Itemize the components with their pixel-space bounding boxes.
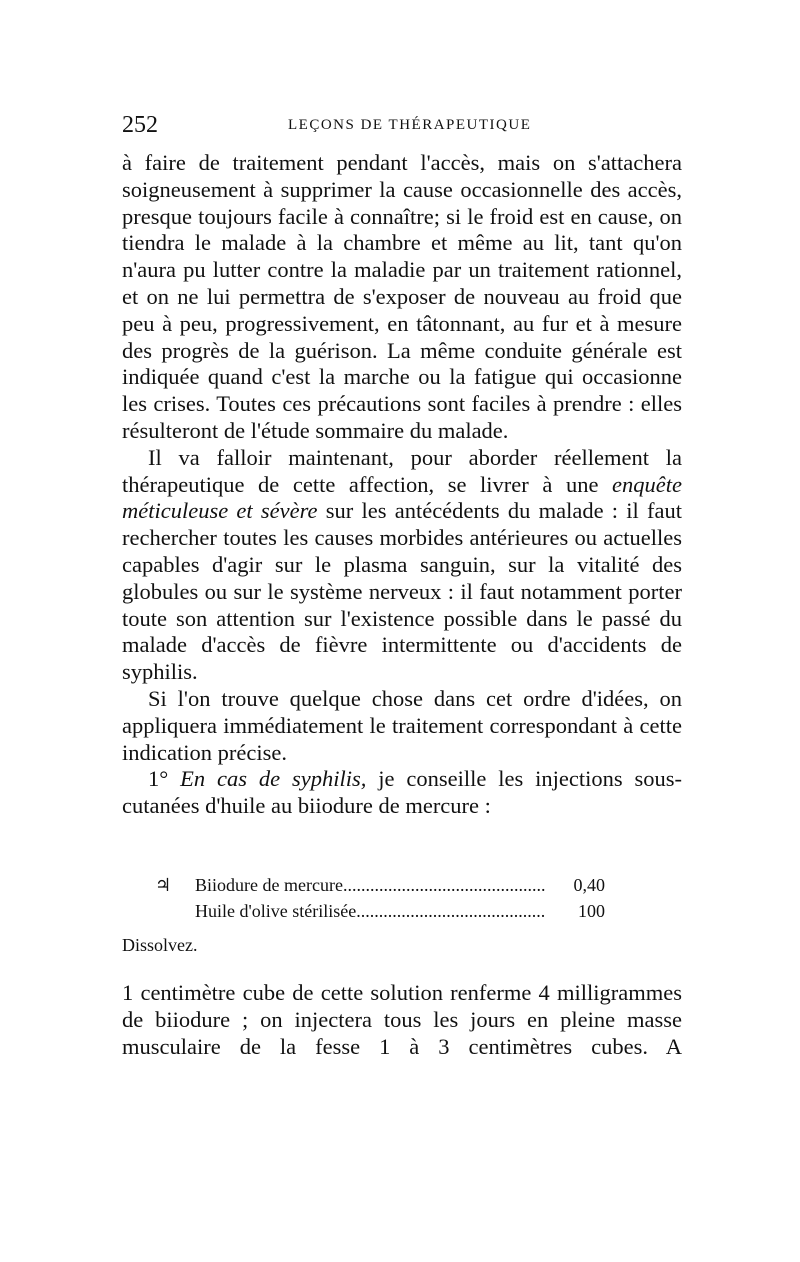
paragraph-4-emphasis: En cas de syphilis, (180, 766, 367, 792)
recipe-symbol-icon: ♃ (155, 875, 172, 895)
paragraph-2 (122, 445, 682, 686)
paragraph-4-rest: je conseille les injections sous-cutanées d'huile au biiodure de mercure : (122, 766, 682, 819)
body-text (122, 150, 682, 820)
ingredient-name-text: Biiodure de mercure (195, 875, 343, 895)
prescription-line (155, 872, 625, 898)
paragraph-1: à faire de traitement pendant l'accès, mais on s'attachera soigneusement à supprimer la cause occasionnelle des accès, presque toujours facile à connaître; si le froid est en cause, on tiendra le malade à la chambre et même au lit, tant qu'on n'aura pu lutter contre la maladie par un traitement rationnel, et on ne lui permettra de s'exposer de nouveau au froid que peu à peu, progressivement, en tâtonnant, au fur et à mesure des progrès de la guérison. La même conduite générale est indiquée quand c'est la marche ou la fatigue qui occasionne les crises. Toutes ces précautions sont faciles à prendre : elles résulteront de l'étude sommaire du malade. (122, 150, 682, 443)
leader-dots (343, 875, 545, 895)
paragraph-3: Si l'on trouve quelque chose dans cet ordre d'idées, on appliquera immédiatement le traitement correspondant à cette indication précise. (122, 685, 682, 765)
ingredient-name (195, 898, 545, 924)
paragraph-4 (122, 766, 682, 820)
ingredient-name-text: Huile d'olive stérilisée (195, 901, 357, 921)
prescription-instruction: Dissolvez. (122, 935, 198, 955)
ingredient-quantity: 100 (578, 901, 605, 921)
ingredient-name (195, 872, 545, 898)
paragraph-4-number: 1° (148, 766, 169, 792)
ingredient-quantity: 0,40 (573, 875, 605, 895)
prescription-line (155, 898, 625, 924)
leader-dots (356, 901, 545, 921)
page-number: 252 (122, 112, 158, 138)
page-header (122, 110, 682, 140)
paragraph-2-end: sur les antécédents du malade : il faut rechercher toutes les causes morbides antérieures ou actuelles capables d'agir sur le plasma sanguin, sur la vitalité des globules ou sur le système nerveux : il faut notamment porter toute son attention sur l'existence possible dans le passé du malade d'accès de fièvre intermittente ou d'accidents de syphilis. (122, 498, 682, 685)
paragraph-2-start: Il va falloir maintenant, pour aborder réellement la thérapeutique de cette affection, se livrer à une (122, 444, 682, 497)
prescription (155, 872, 625, 924)
paragraph-5: 1 centimètre cube de cette solution renferme 4 milligrammes de biiodure ; on injectera tous les jours en pleine masse musculaire de la fesse 1 à 3 centimètres cubes. A (122, 980, 682, 1059)
running-title: LEÇONS DE THÉRAPEUTIQUE (288, 117, 532, 133)
body-text-continued (122, 980, 682, 1060)
paragraph-2-emphasis: enquête méticuleuse et sévère (122, 471, 683, 524)
